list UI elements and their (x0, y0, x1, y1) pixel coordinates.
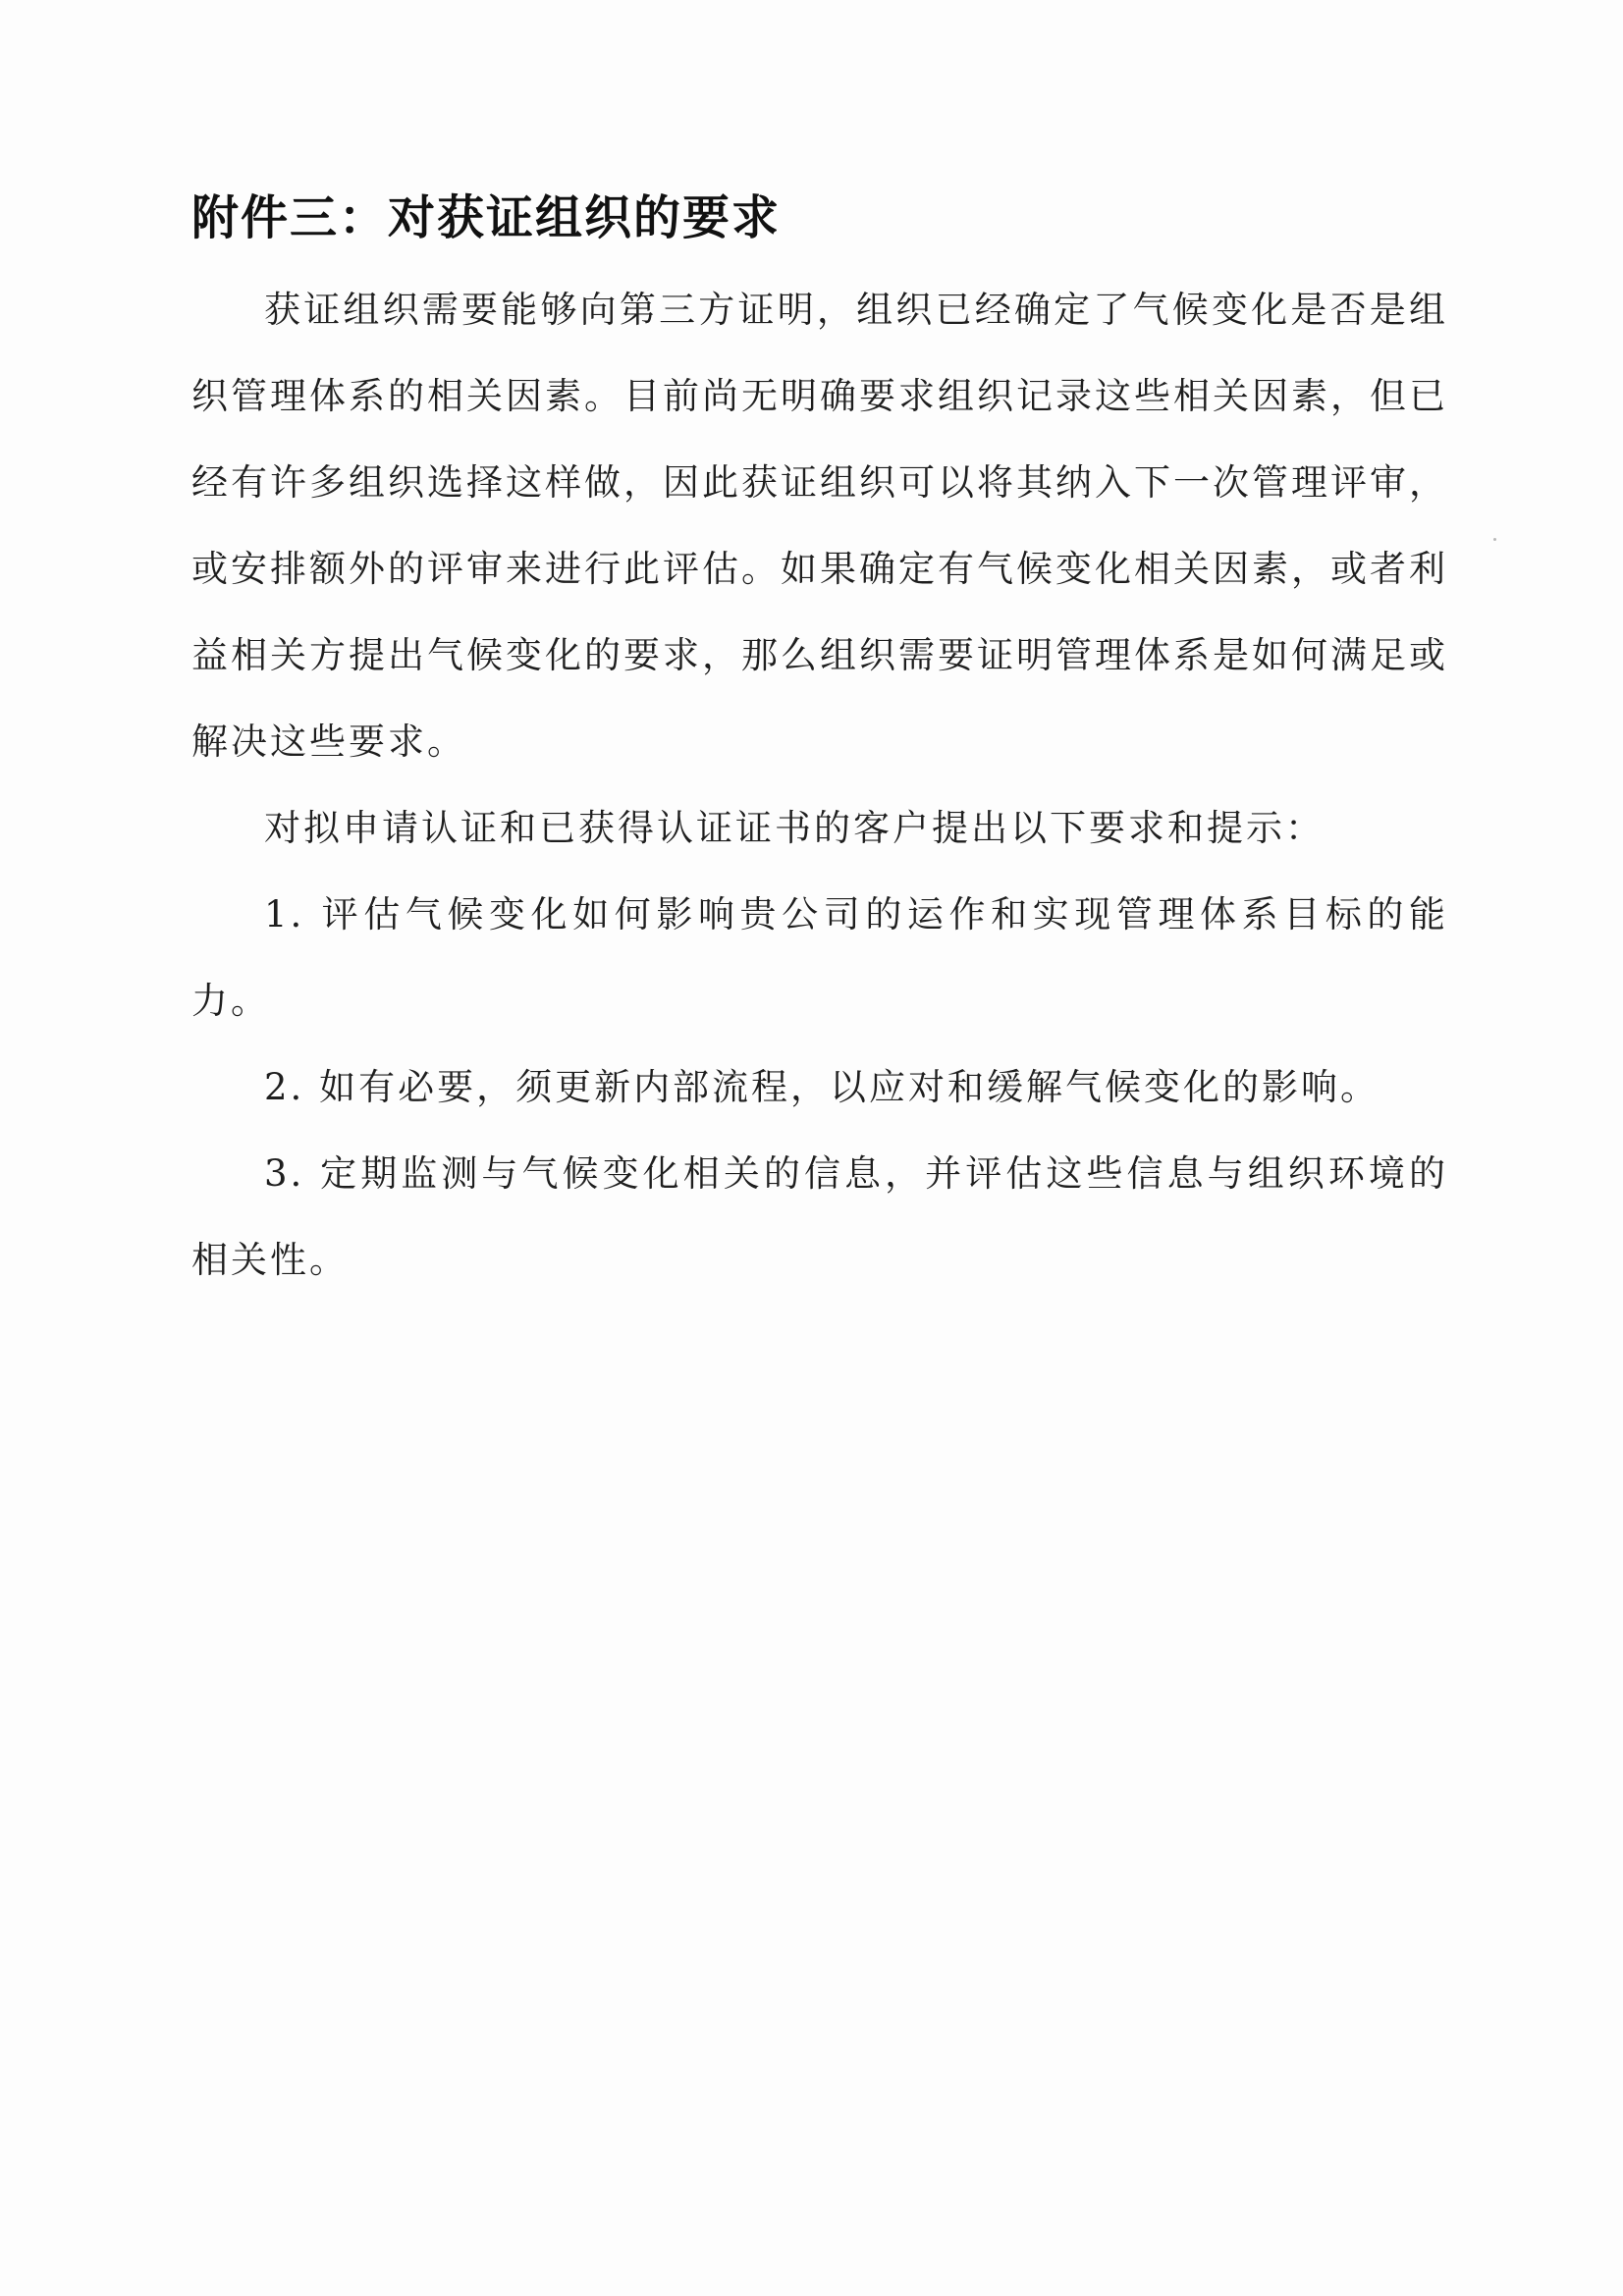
paragraph-intro: 获证组织需要能够向第三方证明，组织已经确定了气候变化是否是组织管理体系的相关因素。目前尚无明确要求组织记录这些相关因素，但已经有许多组织选择这样做，因此获证组织可以将其纳入下一次管理评审，或安排额外的评审来进行此评估。如果确定有气候变化相关因素，或者利益相关方提出气候变化的要求，那么组织需要证明管理体系是如何满足或解决这些要求。 (191, 289, 1448, 763)
list-item-3: 3. 定期监测与气候变化相关的信息，并评估这些信息与组织环境的相关性。 (191, 1152, 1448, 1281)
list-item-2: 2. 如有必要，须更新内部流程，以应对和缓解气候变化的影响。 (264, 1066, 1380, 1108)
list-item-1: 1. 评估气候变化如何影响贵公司的运作和实现管理体系目标的能力。 (191, 893, 1448, 1022)
scan-speck (1493, 538, 1496, 541)
paragraph-requirements-lead: 对拟申请认证和已获得认证证书的客户提出以下要求和提示： (264, 807, 1325, 849)
document-body (191, 187, 1448, 1304)
document-title: 附件三：对获证组织的要求 (191, 190, 782, 245)
